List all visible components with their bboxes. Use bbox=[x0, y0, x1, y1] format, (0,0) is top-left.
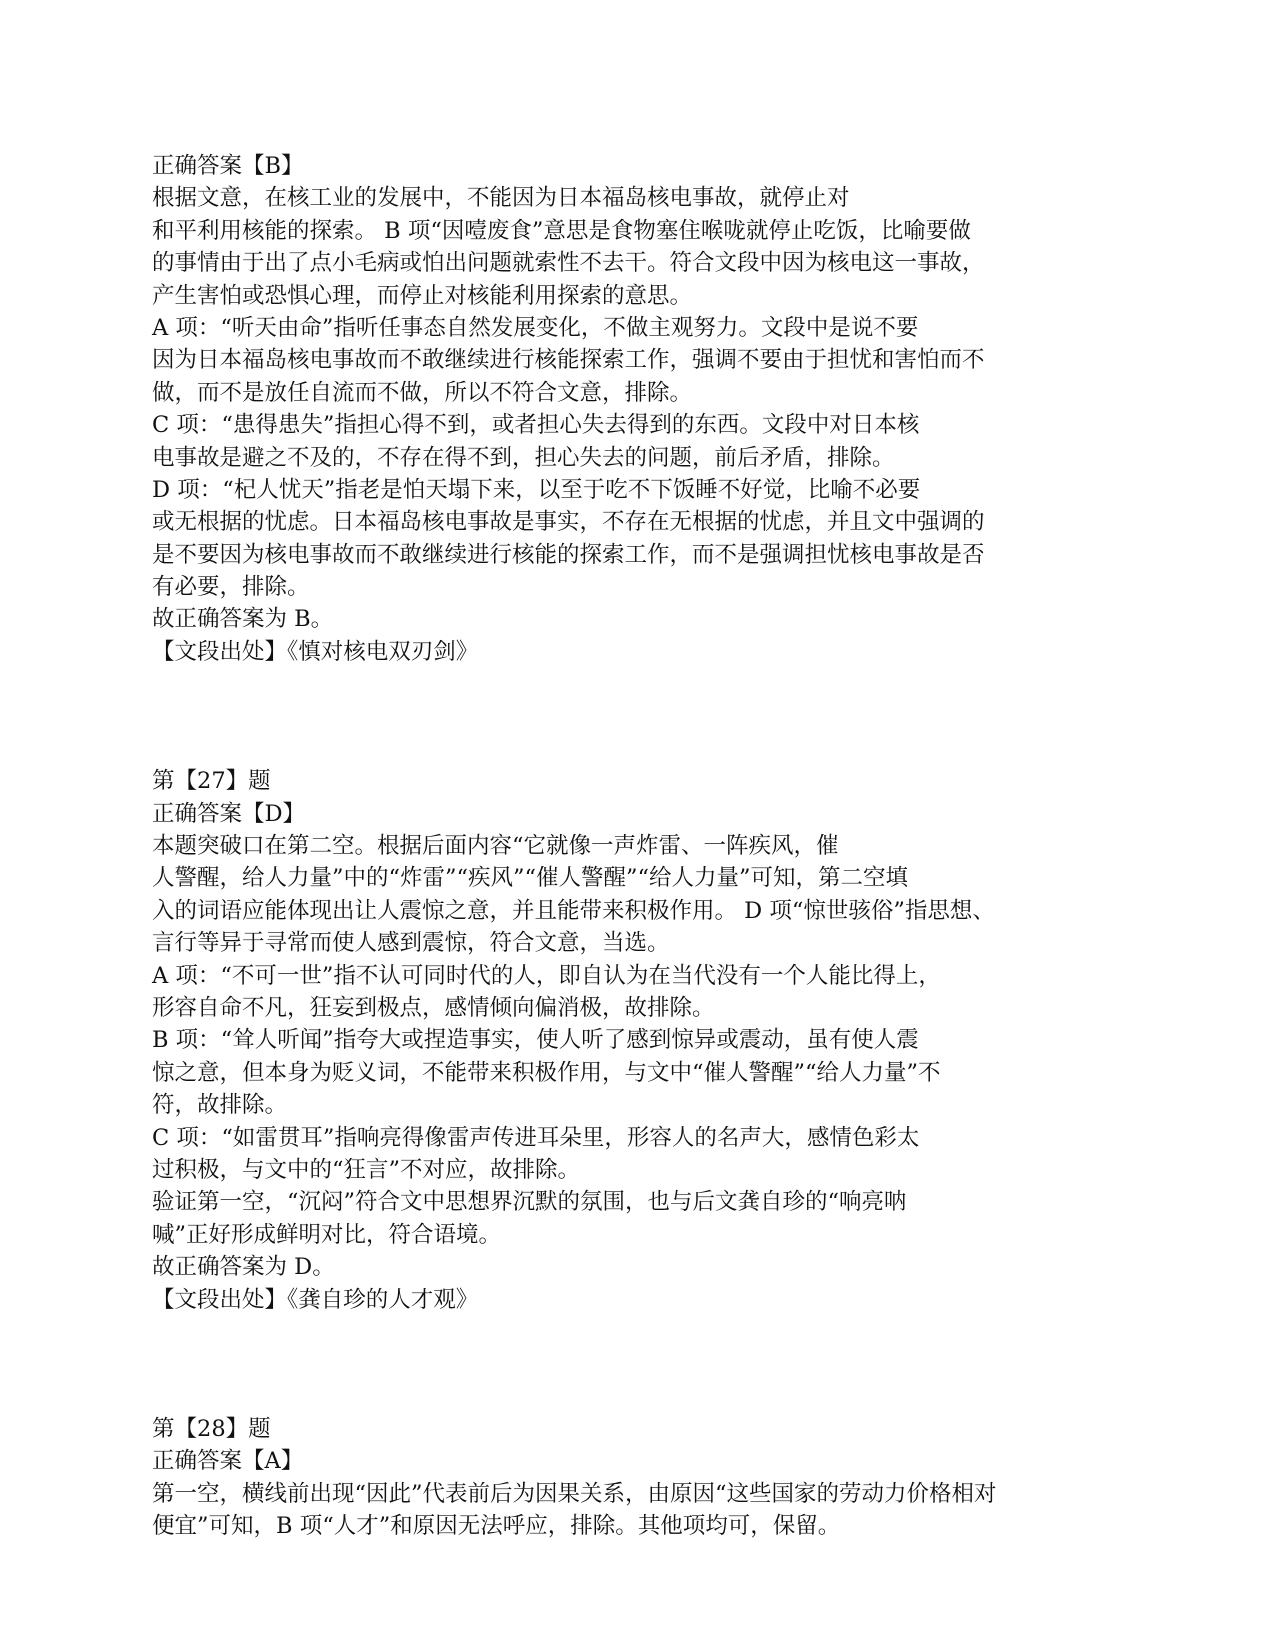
text-line: A 项：“听天由命”指听任事态自然发展变化，不做主观努力。文段中是说不要 bbox=[152, 314, 919, 341]
text-line: 人警醒，给人力量”中的“炸雷”“疾风”“催人警醒”“给人力量”可知，第二空填 bbox=[152, 865, 909, 892]
text-line: C 项：“如雷贯耳”指响亮得像雷声传进耳朵里，形容人的名声大，感情色彩太 bbox=[152, 1124, 920, 1151]
text-line: 言行等异于寻常而使人感到震惊，符合文意，当选。 bbox=[152, 930, 670, 957]
text-line: B 项：“耸人听闻”指夸大或捏造事实，使人听了感到惊异或震动，虽有使人震 bbox=[152, 1027, 919, 1054]
section-spacer bbox=[152, 668, 1152, 765]
source-line: 【文段出处】《慎对核电双刃剑》 bbox=[152, 638, 479, 665]
conclusion-line: 故正确答案为 D。 bbox=[152, 1254, 335, 1281]
section-spacer bbox=[152, 1316, 1152, 1413]
text-line: 惊之意，但本身为贬义词，不能带来积极作用，与文中“催人警醒”“给人力量”不 bbox=[152, 1059, 941, 1086]
text-line: C 项：“患得患失”指担心得不到，或者担心失去得到的东西。文段中对日本核 bbox=[152, 412, 920, 439]
text-line: 做，而不是放任自流而不做，所以不符合文意，排除。 bbox=[152, 379, 693, 406]
text-line: 形容自命不凡，狂妄到极点，感情倾向偏消极，故排除。 bbox=[152, 994, 715, 1021]
text-line: A 项：“不可一世”指不认可同时代的人，即自认为在当代没有一个人能比得上， bbox=[152, 962, 941, 989]
text-line: 根据文意，在核工业的发展中，不能因为日本福岛核电事故，就停止对 bbox=[152, 185, 850, 212]
text-line: 便宜”可知，B 项“人才”和原因无法呼应，排除。其他项均可，保留。 bbox=[152, 1513, 841, 1540]
text-line: 入的词语应能体现出让人震惊之意，并且能带来积极作用。 D 项“惊世骇俗”指思想、 bbox=[152, 897, 995, 924]
answer-line: 正确答案【B】 bbox=[152, 153, 304, 179]
answer-line: 正确答案【A】 bbox=[152, 1448, 304, 1475]
text-line: 是不要因为核电事故而不敢继续进行核能的探索工作，而不是强调担忧核电事故是否 bbox=[152, 541, 985, 568]
text-line: D 项：“杞人忧天”指老是怕天塌下来，以至于吃不下饭睡不好觉，比喻不必要 bbox=[152, 476, 921, 503]
question-heading: 第【27】题 bbox=[152, 768, 271, 795]
text-line: 电事故是避之不及的，不存在得不到，担心失去的问题，前后矛盾，排除。 bbox=[152, 444, 895, 471]
conclusion-line: 故正确答案为 B。 bbox=[152, 606, 334, 633]
text-line: 有必要，排除。 bbox=[152, 574, 310, 601]
text-line: 符，故排除。 bbox=[152, 1092, 288, 1119]
question-26-explanation bbox=[152, 150, 1152, 668]
text-line: 验证第一空，“沉闷”符合文中思想界沉默的氛围，也与后文龚自珍的“响亮呐 bbox=[152, 1189, 907, 1216]
text-line: 和平利用核能的探索。 B 项“因噎废食”意思是食物塞住喉咙就停止吃饭，比喻要做 bbox=[152, 217, 971, 244]
text-line: 本题突破口在第二空。根据后面内容“它就像一声炸雷、一阵疾风，催 bbox=[152, 833, 839, 860]
text-line: 喊”正好形成鲜明对比，符合语境。 bbox=[152, 1221, 502, 1248]
question-27-explanation bbox=[152, 765, 1152, 1316]
document-body bbox=[152, 150, 1152, 1542]
source-line: 【文段出处】《龚自珍的人才观》 bbox=[152, 1286, 479, 1313]
answer-line: 正确答案【D】 bbox=[152, 800, 306, 827]
text-line: 第一空，横线前出现“因此”代表前后为因果关系，由原因“这些国家的劳动力价格相对 bbox=[152, 1480, 997, 1507]
question-28-explanation bbox=[152, 1413, 1152, 1543]
text-line: 因为日本福岛核电事故而不敢继续进行核能探索工作，强调不要由于担忧和害怕而不 bbox=[152, 347, 985, 374]
question-heading: 第【28】题 bbox=[152, 1415, 271, 1442]
text-line: 的事情由于出了点小毛病或怕出问题就索性不去干。符合文段中因为核电这一事故， bbox=[152, 250, 985, 277]
text-line: 过积极，与文中的“狂言”不对应，故排除。 bbox=[152, 1156, 581, 1183]
text-line: 或无根据的忧虑。日本福岛核电事故是事实，不存在无根据的忧虑，并且文中强调的 bbox=[152, 509, 985, 536]
text-line: 产生害怕或恐惧心理，而停止对核能利用探索的意思。 bbox=[152, 282, 693, 309]
